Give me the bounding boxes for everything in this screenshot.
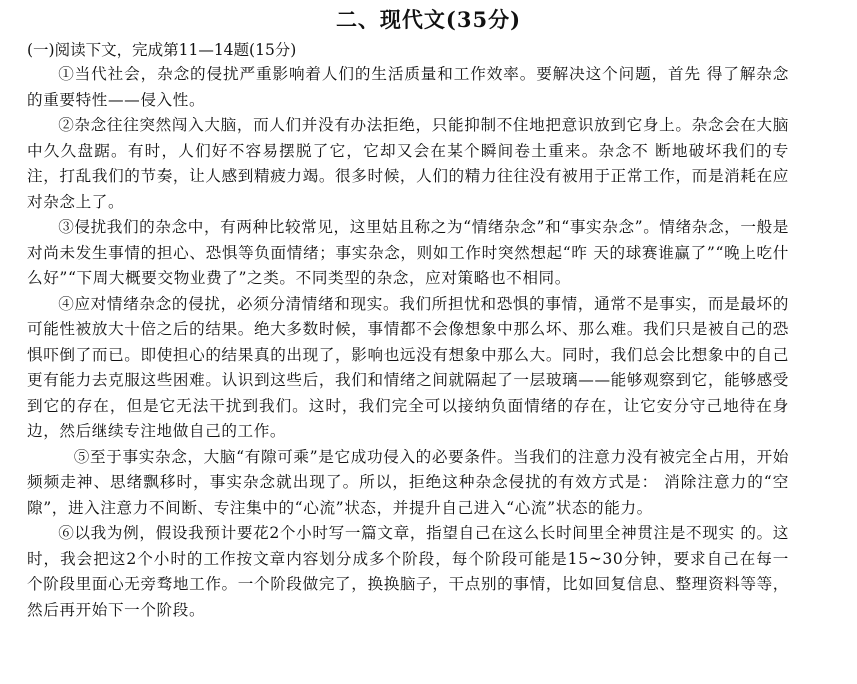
paragraph-3: ③侵扰我们的杂念中，有两种比较常见，这里姑且称之为“情绪杂念”和“事实杂念”。情绪杂念，一般是对尚未发生事情的担心、恐惧等负面情绪；事实杂念，则如工作时突然想起“昨 天的球赛谁赢了”“晚上吃什么好”“下周大概要交物业费了”之类。不同类型的杂念，应对策略也不相同。 (27, 218, 789, 287)
section-title: 二、现代文(35分) (335, 7, 522, 32)
paragraph-5: ⑤至于事实杂念，大脑“有隙可乘”是它成功侵入的必要条件。当我们的注意力没有被完全占用，开始频频走神、思绪飘移时，事实杂念就出现了。所以，拒绝这种杂念侵扰的有效方式是： 消除注意力的“空隙”，进入注意力不间断、专注集中的“心流”状态，并提升自己进入“心流”状态的能力。 (27, 447, 789, 517)
paragraph-6: ⑥以我为例，假设我预计要花2个小时写一篇文章，指望自己在这么长时间里全神贯注是不现实 的。这时，我会把这2个小时的工作按文章内容划分成多个阶段，每个阶段可能是15~30分钟，要求自己在每一个阶段里面心无旁骛地工作。一个阶段做完了，换换脑子，干点别的事情，比如回复信息、整理资料等等，然后再开始下一个阶段。 (27, 524, 789, 619)
question-header: (一)阅读下文，完成第11—14题(15分) (27, 41, 297, 59)
paragraph-2: ②杂念往往突然闯入大脑，而人们并没有办法拒绝，只能抑制不住地把意识放到它身上。杂念会在大脑中久久盘踞。有时，人们好不容易摆脱了它，它却又会在某个瞬间卷土重来。杂念不 断地破坏我们的专注，打乱我们的节奏，让人感到精疲力竭。很多时候，人们的精力往往没有被用于正常工作，而是消耗在应对杂念上了。 (27, 116, 789, 211)
paragraph-1: ①当代社会，杂念的侵扰严重影响着人们的生活质量和工作效率。要解决这个问题，首先 得了解杂念的重要特性——侵入性。 (27, 65, 789, 109)
paragraph-4: ④应对情绪杂念的侵扰，必须分清情绪和现实。我们所担忧和恐惧的事情，通常不是事实，而是最坏的可能性被放大十倍之后的结果。绝大多数时候，事情都不会像想象中那么坏、那么难。我们只是被自己的恐惧吓倒了而已。即使担心的结果真的出现了，影响也远没有想象中那么大。同时，我们总会比想象中的自己更有能力去克服这些困难。认识到这些后，我们和情绪之间就隔起了一层玻璃——能够观察到它，能够感受到它的存在，但是它无法干扰到我们。这时，我们完全可以接纳负面情绪的存在，让它安分守己地待在身边，然后继续专注地做自己的工作。 (27, 294, 789, 440)
passage-body (27, 62, 789, 623)
